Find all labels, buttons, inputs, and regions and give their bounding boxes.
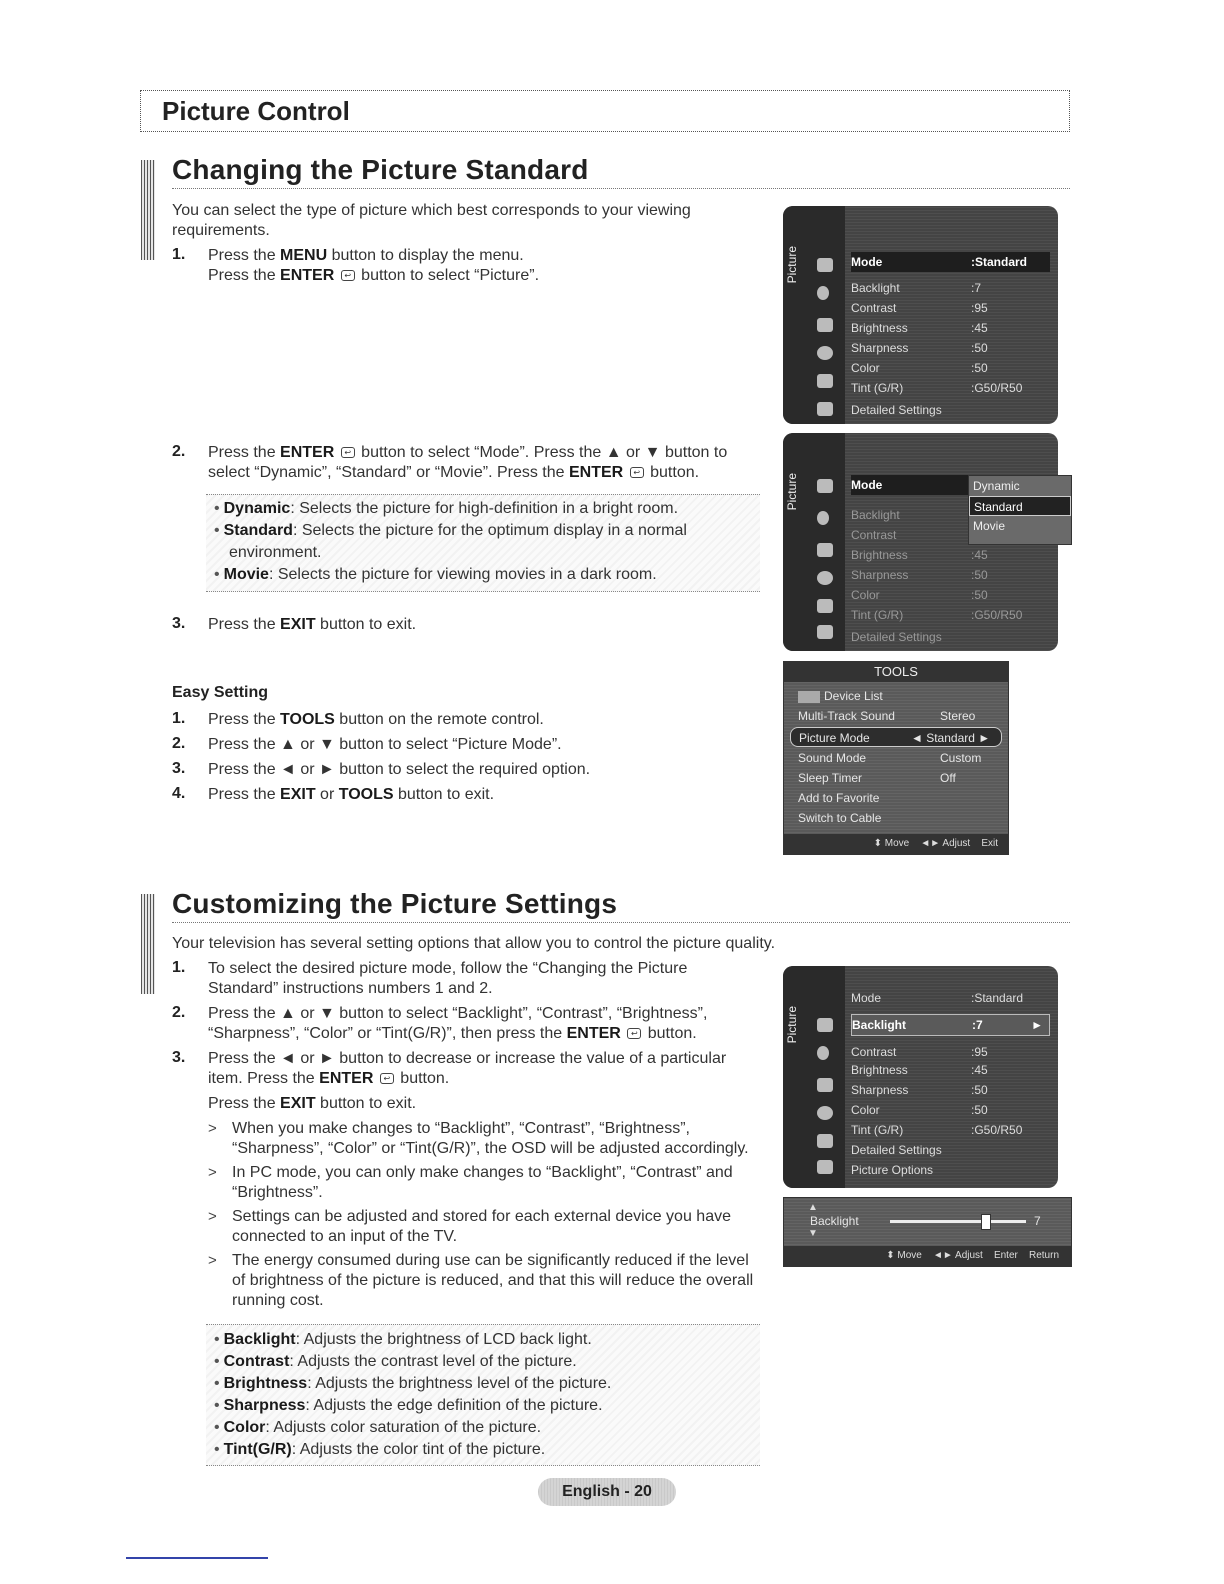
s1-intro: You can select the type of picture which best corresponds to your viewing requirements. <box>172 202 691 239</box>
tip-arrow-icon: > <box>208 1252 217 1269</box>
tip-arrow-icon: > <box>208 1120 217 1137</box>
s2-tips <box>208 1119 778 1311</box>
tools-footer <box>784 834 1008 854</box>
easy-step-4: 4. Press the EXIT or TOOLS button to exit. <box>172 785 495 803</box>
application-icon <box>817 1160 833 1174</box>
note-brightness: • Brightness: Adjusts the brightness level of the picture. <box>214 1375 612 1392</box>
tools-footer-move: ⬍ Move <box>873 838 910 849</box>
s1-step-1: 1. Press the MENU button to display the menu. Press the ENTER ↩ button to select “Picture”. <box>172 246 540 284</box>
slider-footer-enter: Enter <box>993 1250 1018 1261</box>
osd1-row-tint[interactable]: Tint (G/R) :G50/R50 <box>851 381 1023 395</box>
enter-icon: ↩ <box>380 1073 394 1084</box>
osd-picture-menu-3 <box>783 966 1058 1188</box>
option-movie[interactable]: Movie <box>973 519 1006 533</box>
slider-footer-return: Return <box>1028 1250 1059 1261</box>
tools-picture-mode[interactable]: Picture Mode ◄ Standard ► <box>790 727 1002 747</box>
tip-2: > In PC mode, you can only make changes to “Backlight”, “Contrast” and “Brightness”. <box>208 1164 733 1201</box>
slider-value: 7 <box>1034 1214 1041 1228</box>
easy-step-2: 2. Press the ▲ or ▼ button to select “Picture Mode”. <box>172 735 562 753</box>
osd3-row-contrast[interactable]: Contrast :95 <box>851 1045 988 1059</box>
slider-footer <box>784 1246 1071 1266</box>
heading-customizing-picture-settings: Customizing the Picture Settings <box>172 888 618 919</box>
osd-sidebar <box>783 433 845 651</box>
tools-title: TOOLS <box>784 662 1008 682</box>
s2-note-box <box>206 1324 760 1466</box>
slider-thumb[interactable] <box>981 1214 991 1230</box>
osd-side-label: Picture <box>785 1006 799 1044</box>
page-number: English - 20 <box>538 1478 676 1506</box>
osd1-row-sharpness[interactable]: Sharpness :50 <box>851 341 988 355</box>
slider-footer-move: ⬍ Move <box>886 1250 922 1261</box>
osd-side-label: Picture <box>785 473 799 511</box>
note-dynamic: • Dynamic: Selects the picture for high-definition in a bright room. <box>214 500 679 517</box>
down-arrow-icon: ▼ <box>808 1228 818 1239</box>
osd1-row-mode[interactable]: Mode :Standard <box>851 252 1050 272</box>
mode-dropdown[interactable] <box>968 475 1072 545</box>
slider-track[interactable] <box>890 1220 1026 1223</box>
application-icon <box>817 402 833 416</box>
s2-step-1: 1. To select the desired picture mode, follow the “Changing the Picture Standard” instructions numbers 1 and 2. <box>172 959 688 997</box>
s2-step-3: 3. Press the ◄ or ► button to decrease or increase the value of a particular item. Press the ENTER ↩ button. Press the EXIT button to exit. <box>172 1049 727 1112</box>
tools-menu <box>783 661 1009 855</box>
slider-label: Backlight <box>810 1214 859 1228</box>
osd3-row-picture-options[interactable]: Picture Options <box>851 1163 934 1177</box>
osd3-row-backlight[interactable]: Backlight :7 ► <box>851 1014 1050 1036</box>
backlight-slider-panel <box>783 1197 1072 1267</box>
osd1-row-detailed[interactable]: Detailed Settings <box>851 403 942 417</box>
note-contrast: • Contrast: Adjusts the contrast level of the picture. <box>214 1353 577 1370</box>
tip-arrow-icon: > <box>208 1164 217 1181</box>
section-title: Picture Control <box>162 96 350 126</box>
osd-side-label: Picture <box>785 246 799 284</box>
s1-step-2: 2. Press the ENTER ↩ button to select “Mode”. Press the ▲ or ▼ button to select “Dynamic”, “Standard” or “Movie”. Press the ENTER ↩ button. <box>172 443 728 481</box>
enter-icon: ↩ <box>630 467 644 478</box>
tools-device-list[interactable]: Device List <box>798 686 1000 706</box>
tools-add-favorite[interactable]: Add to Favorite <box>798 791 880 805</box>
setup-icon <box>817 571 833 585</box>
tip-arrow-icon: > <box>208 1208 217 1225</box>
osd2-row-contrast[interactable]: Contrast <box>851 528 897 542</box>
right-arrow-icon: ► <box>1031 1018 1043 1032</box>
option-standard[interactable]: Standard <box>969 496 1071 516</box>
osd2-row-tint[interactable]: Tint (G/R) :G50/R50 <box>851 608 1023 622</box>
osd2-row-backlight[interactable]: Backlight <box>851 508 900 522</box>
note-sharpness: • Sharpness: Adjusts the edge definition of the picture. <box>214 1397 603 1414</box>
osd-sidebar <box>783 966 845 1188</box>
channel-icon <box>817 543 833 557</box>
easy-step-1: 1. Press the TOOLS button on the remote control. <box>172 710 544 728</box>
heading-bar <box>141 160 155 260</box>
osd-picture-menu-1 <box>783 206 1058 424</box>
note-standard-cont: environment. <box>229 544 322 561</box>
s1-step-3: 3. Press the EXIT button to exit. <box>172 615 417 633</box>
s1-note-box <box>206 494 760 592</box>
channel-icon <box>817 1078 833 1092</box>
picture-icon <box>817 258 833 272</box>
osd3-row-color[interactable]: Color :50 <box>851 1103 988 1117</box>
heading-rule <box>172 188 1070 189</box>
note-movie: • Movie: Selects the picture for viewing movies in a dark room. <box>214 566 657 583</box>
tools-multi-track-sound[interactable]: Multi-Track Sound Stereo <box>798 709 976 723</box>
input-icon <box>817 1134 833 1148</box>
tip-3: > Settings can be adjusted and stored for each external device you have connected to an input of the TV. <box>208 1208 731 1245</box>
tools-switch-cable[interactable]: Switch to Cable <box>798 811 882 825</box>
osd3-row-tint[interactable]: Tint (G/R) :G50/R50 <box>851 1123 1023 1137</box>
osd1-row-brightness[interactable]: Brightness :45 <box>851 321 988 335</box>
input-icon <box>817 374 833 388</box>
tools-footer-adjust: ◄► Adjust <box>920 838 971 849</box>
easy-setting-title: Easy Setting <box>172 684 269 701</box>
osd2-row-brightness[interactable]: Brightness :45 <box>851 548 988 562</box>
channel-icon <box>817 318 833 332</box>
heading-changing-picture-standard: Changing the Picture Standard <box>172 154 589 185</box>
device-list-icon <box>798 691 820 703</box>
osd3-row-sharpness[interactable]: Sharpness :50 <box>851 1083 988 1097</box>
tools-sound-mode[interactable]: Sound Mode Custom <box>798 751 982 765</box>
osd3-row-brightness[interactable]: Brightness :45 <box>851 1063 988 1077</box>
note-backlight: • Backlight: Adjusts the brightness of LCD back light. <box>214 1331 592 1348</box>
enter-icon: ↩ <box>627 1028 641 1039</box>
sound-icon <box>817 1046 829 1060</box>
s2-intro: Your television has several setting options that allow you to control the picture quality. <box>172 935 776 952</box>
input-icon <box>817 599 833 613</box>
osd3-row-mode[interactable]: Mode :Standard <box>851 991 1024 1005</box>
setup-icon <box>817 1106 833 1120</box>
osd3-row-detailed[interactable]: Detailed Settings <box>851 1143 942 1157</box>
note-tint: • Tint(G/R): Adjusts the color tint of the picture. <box>214 1441 546 1458</box>
osd2-row-mode[interactable]: Mode <box>851 475 1050 495</box>
bottom-link-line <box>126 1557 268 1559</box>
sound-icon <box>817 511 829 525</box>
tip-4: > The energy consumed during use can be significantly reduced if the level of brightness of the picture is reduced, and that this will reduce the overall running cost. <box>208 1252 754 1309</box>
easy-step-3: 3. Press the ◄ or ► button to select the required option. <box>172 760 591 778</box>
picture-icon <box>817 479 833 493</box>
enter-icon: ↩ <box>341 270 355 281</box>
s2-step-2: 2. Press the ▲ or ▼ button to select “Backlight”, “Contrast”, “Brightness”, “Sharpness”, “Color” or “Tint(G/R)”, then press the ENTER ↩ button. <box>172 1004 708 1042</box>
tools-footer-exit: Exit <box>981 838 998 849</box>
note-color: • Color: Adjusts color saturation of the picture. <box>214 1419 542 1436</box>
osd1-row-backlight[interactable]: Backlight :7 <box>851 281 982 295</box>
enter-icon: ↩ <box>341 447 355 458</box>
osd2-row-color[interactable]: Color :50 <box>851 588 988 602</box>
option-dynamic[interactable]: Dynamic <box>973 479 1020 493</box>
note-standard: • Standard: Selects the picture for the optimum display in a normal <box>214 522 687 539</box>
osd1-row-contrast[interactable]: Contrast :95 <box>851 301 988 315</box>
application-icon <box>817 625 833 639</box>
osd2-row-detailed[interactable]: Detailed Settings <box>851 630 942 644</box>
osd2-row-sharpness[interactable]: Sharpness :50 <box>851 568 988 582</box>
up-arrow-icon: ▲ <box>808 1202 818 1213</box>
picture-icon <box>817 1018 833 1032</box>
easy-steps <box>172 710 732 810</box>
osd-sidebar <box>783 206 845 424</box>
setup-icon <box>817 346 833 360</box>
tools-sleep-timer[interactable]: Sleep Timer Off <box>798 771 956 785</box>
heading-bar <box>141 894 155 994</box>
tip-1: > When you make changes to “Backlight”, “Contrast”, “Brightness”, “Sharpness”, “Color” or “Tint(G/R)”, the OSD will be adjusted accordingly. <box>208 1120 749 1157</box>
slider-footer-adjust: ◄► Adjust <box>933 1250 983 1261</box>
heading-rule <box>172 922 1070 923</box>
sound-icon <box>817 286 829 300</box>
osd1-row-color[interactable]: Color :50 <box>851 361 988 375</box>
